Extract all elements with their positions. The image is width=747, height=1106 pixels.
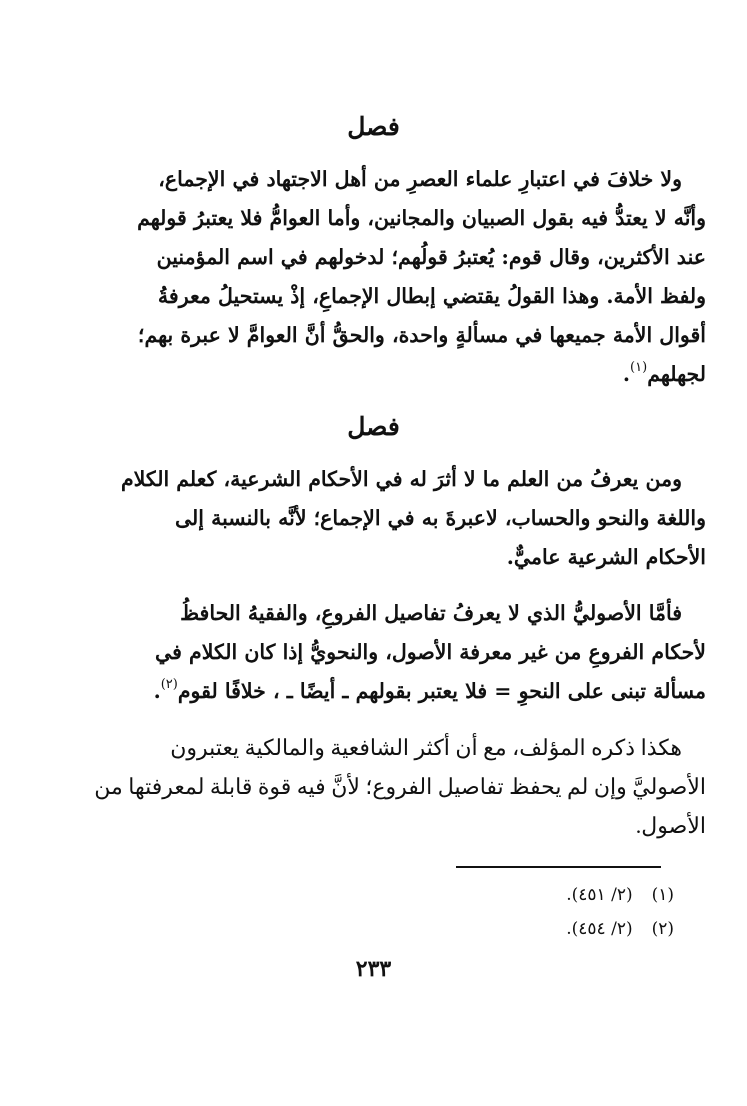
text-line: الأحكام الشرعية عاميٌّ.: [506, 545, 706, 569]
text-line: الأصوليَّ وإن لم يحفظ تفاصيل الفروع؛ لأنَّ فيه قوة قابلة لمعرفتها من: [94, 774, 706, 799]
text-line: واللغة والنحو والحساب، لاعبرةَ به في الإجماع؛ لأنَّه بالنسبة إلى: [174, 506, 706, 530]
text-line: فأمَّا الأصوليُّ الذي لا يعرفُ تفاصيل الفروعِ، والفقيهُ الحافظُ: [180, 601, 682, 625]
text-line: وأنَّه لا يعتدُّ فيه بقول الصبيان والمجانين، وأما العوامُّ فلا يعتبرُ قولهم: [137, 206, 706, 230]
footnote-reference[interactable]: (١): [630, 360, 648, 375]
text-line: ومن يعرفُ من العلم ما لا أثرَ له في الأحكام الشرعية، كعلم الكلام: [120, 467, 682, 491]
text-line: لأحكام الفروعِ من غير معرفة الأصول، والنحويُّ إذا كان الكلام في: [155, 640, 706, 664]
footnote-1: [84, 878, 674, 912]
page-number: ٢٣٣: [355, 956, 392, 982]
paragraph-consensus-scholars: [84, 160, 706, 394]
text-line: أقوال الأمة جميعها في مسألةٍ واحدة، والحقُّ أنَّ العوامَّ لا عبرة بهم؛: [137, 323, 706, 347]
text-fragment: مسألة تبنى على النحوِ = فلا يعتبر بقولهم ـ أيضًا ـ ، خلافًا لقوم: [177, 679, 706, 703]
text-fragment: لجهلهم: [647, 362, 706, 386]
footnote-text: (٢/ ٤٥١).: [566, 885, 633, 905]
text-line: هكذا ذكره المؤلف، مع أن أكثر الشافعية والمالكية يعتبرون: [170, 735, 682, 760]
footnote-2: [84, 912, 674, 946]
footnote-number: (٢): [651, 919, 674, 939]
footnote-reference[interactable]: (٢): [160, 677, 178, 692]
footnote-number: (١): [651, 885, 674, 905]
text-line: الأصول.: [635, 813, 706, 838]
text-line: [84, 355, 706, 394]
paragraph-commentary: [84, 728, 706, 845]
text-line: ولا خلافَ في اعتبارِ علماء العصرِ من أهل الاجتهاد في الإجماع،: [158, 167, 682, 191]
section-heading: فصل: [347, 112, 400, 141]
footnote-separator: [456, 866, 661, 868]
period: .: [153, 679, 161, 703]
text-line: ولفظ الأمة. وهذا القولُ يقتضي إبطال الإجماعِ، إذْ يستحيلُ معرفةُ: [157, 284, 706, 308]
footnote-text: (٢/ ٤٥٤).: [566, 919, 633, 939]
text-line: عند الأكثرين، وقال قوم: يُعتبرُ قولُهم؛ لدخولهم في اسم المؤمنين: [156, 245, 706, 269]
footnotes: [84, 878, 674, 946]
paragraph-usuli-faqih: [84, 594, 706, 711]
paragraph-irrelevant-knowledge: [84, 460, 706, 577]
section-heading: فصل: [347, 412, 400, 441]
period: .: [622, 362, 631, 386]
